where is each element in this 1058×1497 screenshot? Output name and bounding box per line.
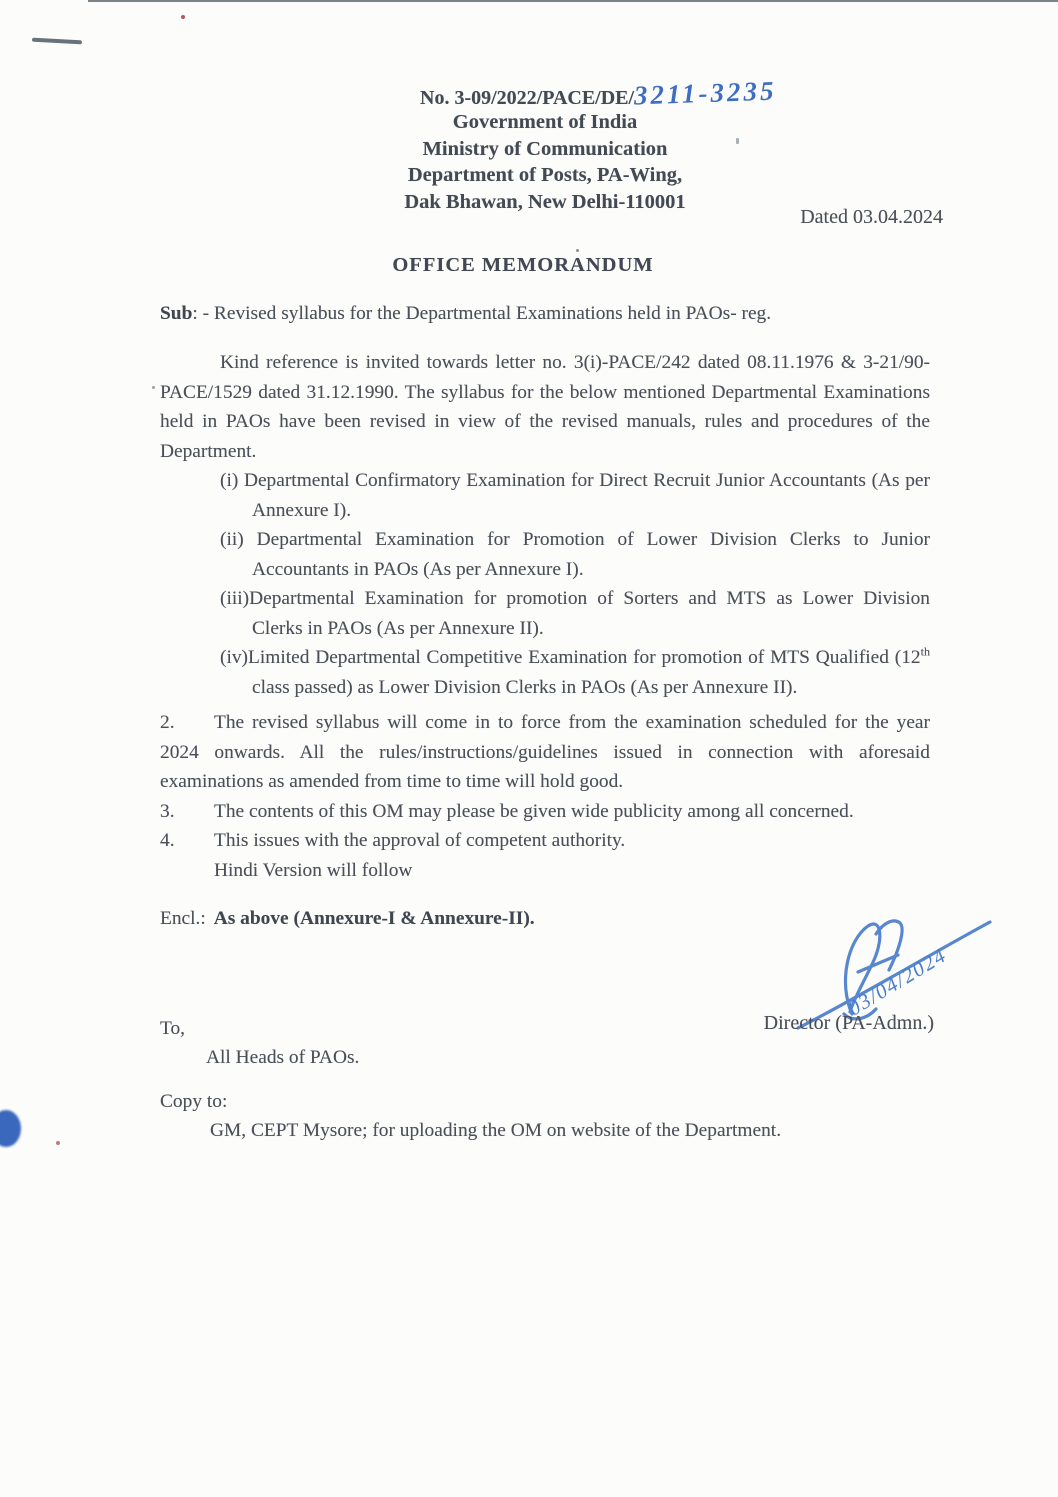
ink-blot xyxy=(0,1110,21,1147)
list-item-marker: (iii) xyxy=(220,588,250,609)
scan-speck xyxy=(152,386,155,389)
to-value: All Heads of PAOs. xyxy=(206,1047,360,1068)
reference-number-handwritten: 3211-3235 xyxy=(633,75,777,111)
paragraph-text: The revised syllabus will come in to force from the examination scheduled for the year 2024 onwards. All the rules/instructions/guidelines issued in connection with aforesaid examinations as amended from time to time will hold good. xyxy=(160,712,930,792)
list-item-text-cont: class passed) as Lower Division Clerks in PAOs (As per Annexure II). xyxy=(252,676,798,698)
scan-speck xyxy=(56,1141,60,1145)
signoff-designation: Director (PA-Admn.) xyxy=(763,1012,934,1034)
letterhead-line-department: Department of Posts, PA-Wing, xyxy=(407,164,683,186)
to-label: To, xyxy=(160,1017,186,1039)
scan-mark-dash xyxy=(32,38,82,45)
letterhead-line-government: Government of India xyxy=(452,111,638,133)
enclosure-label: Encl.: xyxy=(160,908,206,929)
reference-number-typed: No. 3-09/2022/PACE/DE/ xyxy=(420,87,635,109)
paragraph-2 xyxy=(160,708,930,797)
list-item-marker: (iv) xyxy=(220,647,248,668)
examination-list xyxy=(220,466,930,702)
paragraph-number: 2. xyxy=(160,712,175,733)
subject-label: Sub xyxy=(160,303,193,324)
paragraph-number: 4. xyxy=(160,830,175,851)
list-item-text: Departmental Confirmatory Examination for Direct Recruit Junior Accountants (As per Annexure I). xyxy=(243,470,930,521)
list-item-marker: (i) xyxy=(220,470,244,491)
list-item xyxy=(220,466,930,525)
letterhead-line-address: Dak Bhawan, New Delhi-110001 xyxy=(404,190,686,213)
enclosure-value: As above (Annexure-I & Annexure-II). xyxy=(213,908,535,929)
paragraph-text: This issues with the approval of competent authority. xyxy=(214,830,626,851)
subject-text: Revised syllabus for the Departmental Examinations held in PAOs- reg. xyxy=(213,303,772,324)
date-line: Dated 03.04.2024 xyxy=(800,206,943,228)
copy-block xyxy=(160,1087,930,1146)
document-title: OFFICE MEMORANDUM xyxy=(392,254,654,276)
copy-label: Copy to: xyxy=(160,1090,228,1112)
superscript: th xyxy=(920,644,930,659)
copy-value: GM, CEPT Mysore; for uploading the OM on website of the Department. xyxy=(210,1120,782,1141)
scan-edge-line xyxy=(88,0,1058,2)
paragraph-text: The contents of this OM may please be given wide publicity among all concerned. xyxy=(214,800,854,822)
subject-line xyxy=(160,303,930,325)
reference-number xyxy=(420,75,777,111)
list-item-text: Departmental Examination for promotion of Sorters and MTS as Lower Division Clerks in PAOs (As per Annexure II). xyxy=(249,588,930,639)
paragraph-3 xyxy=(160,797,930,827)
list-item xyxy=(220,643,930,702)
list-item-marker: (ii) xyxy=(220,529,257,550)
paragraph-1: Kind reference is invited towards letter no. 3(i)-PACE/242 dated 08.11.1976 & 3-21/90-PACE/1529 dated 31.12.1990. The syllabus for the below mentioned Departmental Examinations held in PAOs have been revised in view of the revised manuals, rules and procedures of the Department. xyxy=(160,352,930,462)
scan-speck xyxy=(576,249,579,252)
scan-speck xyxy=(736,138,739,144)
list-item xyxy=(220,584,930,643)
paragraph-number: 3. xyxy=(160,800,175,822)
list-item xyxy=(220,525,930,584)
signature-date-handwritten: 03/04/2024 xyxy=(843,942,951,1021)
hindi-version-note: Hindi Version will follow xyxy=(214,859,413,881)
scan-speck xyxy=(181,15,185,19)
paragraph-4 xyxy=(160,826,930,856)
letterhead xyxy=(385,109,705,215)
list-item-text: Limited Departmental Competitive Examination for promotion of MTS Qualified (12 xyxy=(248,647,921,668)
list-item-text: Departmental Examination for Promotion of Lower Division Clerks to Junior Accountants in PAOs (As per Annexure I). xyxy=(252,529,930,580)
letterhead-line-ministry: Ministry of Communication xyxy=(422,137,668,160)
subject-separator: : - xyxy=(192,303,214,324)
